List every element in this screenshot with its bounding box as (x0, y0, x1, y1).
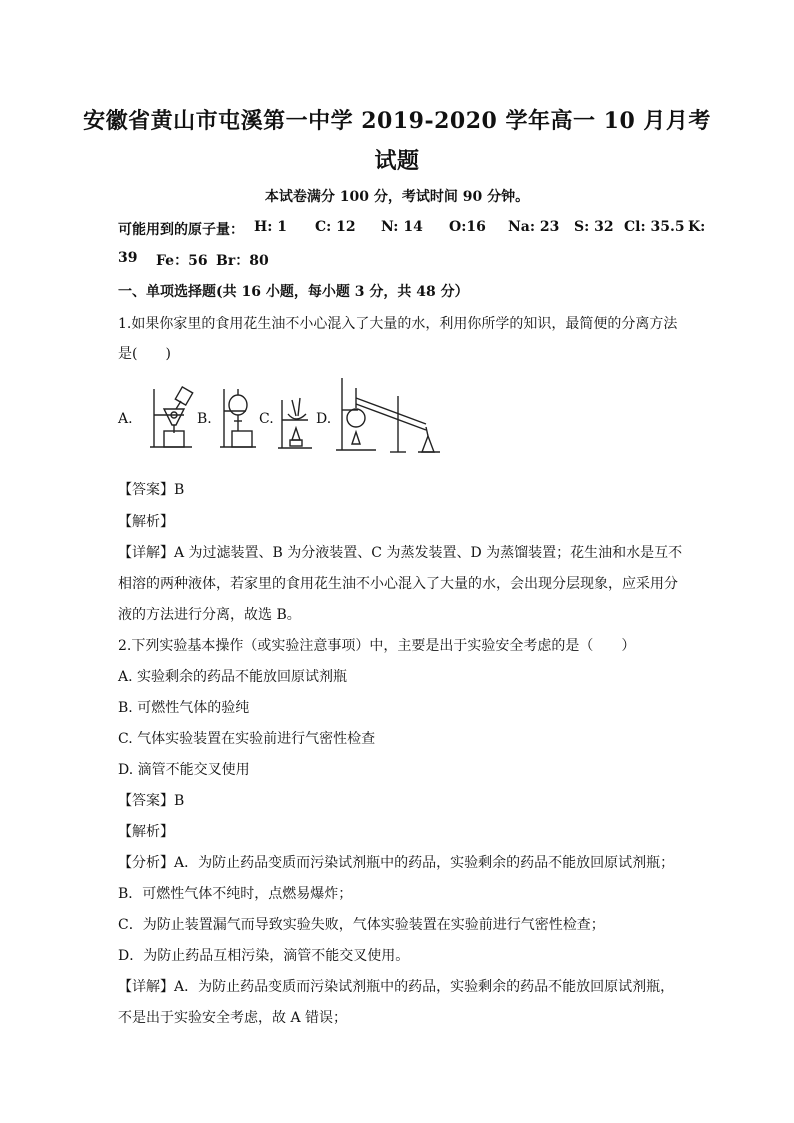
document-title-line1: 安徽省黄山市屯溪第一中学 2019-2020 学年高一 10 月月考 (83, 108, 711, 134)
q2-xiangjie-line1: 【详解】A．为防止药品变质而污染试剂瓶中的药品，实验剩余的药品不能放回原试剂瓶， (118, 979, 675, 995)
q2-fenxi-line1: 【分析】A．为防止药品变质而污染试剂瓶中的药品，实验剩余的药品不能放回原试剂瓶； (118, 855, 675, 871)
q1-detail-line3: 液的方法进行分离，故选 B。 (118, 607, 301, 623)
q1-detail-line1: 【详解】A 为过滤装置、B 为分液装置、C 为蒸发装置、D 为蒸馏装置；花生油和水是互不 (118, 545, 683, 561)
q2-option-b: B. 可燃性气体的验纯 (118, 700, 250, 716)
evaporation-apparatus-image (278, 392, 314, 452)
q2-option-d: D. 滴管不能交叉使用 (118, 762, 250, 778)
q2-stem: 2.下列实验基本操作（或实验注意事项）中，主要是出于实验安全考虑的是（ ） (118, 638, 636, 654)
q1-analysis-heading: 【解析】 (118, 514, 174, 530)
q2-fenxi-line4: D．为防止药品互相污染，滴管不能交叉使用。 (118, 948, 410, 964)
q1-option-d-label: D. (316, 411, 332, 427)
atomic-mass-k: K: (688, 219, 706, 235)
atomic-mass-cl: Cl: 35.5 (624, 219, 685, 235)
filtration-apparatus-image (148, 385, 196, 453)
atomic-mass-s: S: 32 (574, 219, 614, 235)
atomic-mass-h: H: 1 (254, 219, 288, 235)
q2-analysis-heading: 【解析】 (118, 824, 174, 840)
q1-stem-line1: 1.如果你家里的食用花生油不小心混入了大量的水，利用你所学的知识，最简便的分离方法 (118, 316, 678, 332)
q2-option-c: C. 气体实验装置在实验前进行气密性检查 (118, 731, 376, 747)
q1-option-c-label: C. (259, 411, 274, 427)
q1-stem-line2: 是( ) (118, 346, 171, 362)
q2-answer: 【答案】B (118, 793, 185, 809)
q1-answer: 【答案】B (118, 482, 185, 498)
atomic-mass-br: Br：80 (216, 253, 269, 269)
q2-fenxi-line3: C．为防止装置漏气而导致实验失败，气体实验装置在实验前进行气密性检查； (118, 917, 605, 933)
atomic-mass-k-value: 39 (118, 250, 138, 266)
exam-info: 本试卷满分 100 分，考试时间 90 分钟。 (264, 189, 530, 205)
atomic-mass-fe: Fe：56 (156, 253, 208, 269)
separatory-funnel-image (218, 385, 258, 453)
distillation-apparatus-image (336, 374, 444, 454)
q2-fenxi-line2: B．可燃性气体不纯时，点燃易爆炸； (118, 886, 353, 902)
atomic-mass-c: C: 12 (315, 219, 356, 235)
q2-xiangjie-line2: 不是出于实验安全考虑，故 A 错误； (118, 1010, 348, 1026)
q1-option-a-label: A. (118, 411, 133, 427)
q1-option-b-label: B. (197, 411, 212, 427)
section-heading: 一、单项选择题(共 16 小题，每小题 3 分，共 48 分） (118, 284, 469, 300)
atomic-masses-label: 可能用到的原子量： (118, 222, 244, 238)
q2-option-a: A. 实验剩余的药品不能放回原试剂瓶 (118, 669, 348, 685)
atomic-mass-n: N: 14 (381, 219, 423, 235)
atomic-mass-o: O:16 (449, 219, 486, 235)
atomic-mass-na: Na: 23 (508, 219, 560, 235)
document-title-line2: 试题 (374, 148, 420, 174)
q1-detail-line2: 相溶的两种液体，若家里的食用花生油不小心混入了大量的水，会出现分层现象，应采用分 (118, 576, 678, 592)
